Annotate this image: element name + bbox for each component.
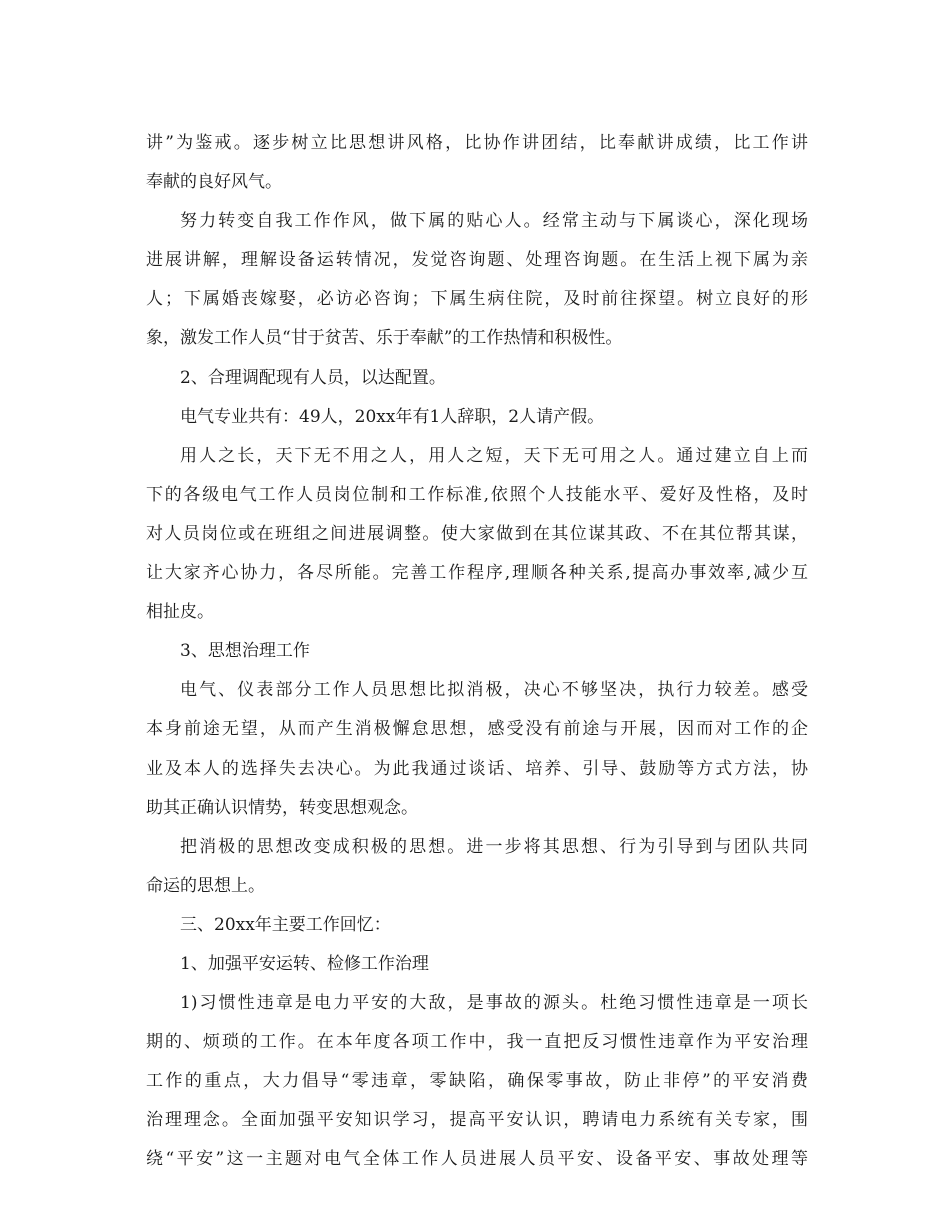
text-line: 本身前途无望，从而产生消极懈怠思想，感受没有前途与开展，因而对工作的企 (146, 719, 808, 740)
text-line: 命运的思想上。 (146, 875, 265, 896)
text-line: 努力转变自我工作作风，做下属的贴心人。经常主动与下属谈心，深化现场 (180, 211, 808, 232)
text-line: 三、20xx年主要工作回忆： (180, 914, 391, 935)
text-line: 讲”为鉴戒。逐步树立比思想讲风格，比协作讲团结，比奉献讲成绩，比工作讲 (146, 133, 808, 153)
text-line: 业及本人的选择失去决心。为此我通过谈话、培养、引导、鼓励等方式方法，协 (146, 758, 808, 779)
text-line: 用人之长，天下无不用之人，用人之短，天下无可用之人。通过建立自上而 (180, 445, 808, 466)
text-line: 电气专业共有：49人，20xx年有1人辞职，2人请产假。 (180, 406, 605, 427)
text-line: 绕“平安”这一主题对电气全体工作人员进展人员平安、设备平安、事故处理等 (146, 1149, 808, 1170)
text-line: 下的各级电气工作人员岗位制和工作标准,依照个人技能水平、爱好及性格，及时 (146, 484, 808, 505)
text-line: 电气、仪表部分工作人员思想比拟消极，决心不够坚决，执行力较差。感受 (180, 680, 808, 701)
text-line: 奉献的良好风气。 (146, 172, 282, 193)
text-line: 治理理念。全面加强平安知识学习，提高平安认识，聘请电力系统有关专家，围 (146, 1110, 808, 1131)
text-line: 让大家齐心协力，各尽所能。完善工作程序,理顺各种关系,提高办事效率,减少互 (146, 563, 808, 584)
text-line: 助其正确认识情势，转变思想观念。 (146, 797, 418, 818)
document-body (146, 124, 808, 1180)
text-line: 人；下属婚丧嫁娶，必访必咨询；下属生病住院，及时前往探望。树立良好的形 (146, 289, 808, 310)
text-line: 1、加强平安运转、检修工作治理 (180, 953, 429, 974)
text-line: 相扯皮。 (146, 602, 214, 623)
text-line: 象，激发工作人员“甘于贫苦、乐于奉献”的工作热情和积极性。 (146, 328, 623, 349)
text-line: 把消极的思想改变成积极的思想。进一步将其思想、行为引导到与团队共同 (180, 836, 808, 857)
text-line: 2、合理调配现有人员，以达配置。 (180, 367, 446, 388)
text-line: 期的、烦琐的工作。在本年度各项工作中，我一直把反习惯性违章作为平安治理 (146, 1032, 808, 1053)
text-line: 1)习惯性违章是电力平安的大敌，是事故的源头。杜绝习惯性违章是一项长 (180, 993, 808, 1014)
text-line: 进展讲解，理解设备运转情况，发觉咨询题、处理咨询题。在生活上视下属为亲 (146, 250, 808, 271)
text-line: 工作的重点，大力倡导“零违章，零缺陷，确保零事故，防止非停”的平安消费 (146, 1071, 808, 1092)
text-line: 对人员岗位或在班组之间进展调整。使大家做到在其位谋其政、不在其位帮其谋， (146, 523, 808, 544)
text-line: 3、思想治理工作 (180, 641, 310, 662)
